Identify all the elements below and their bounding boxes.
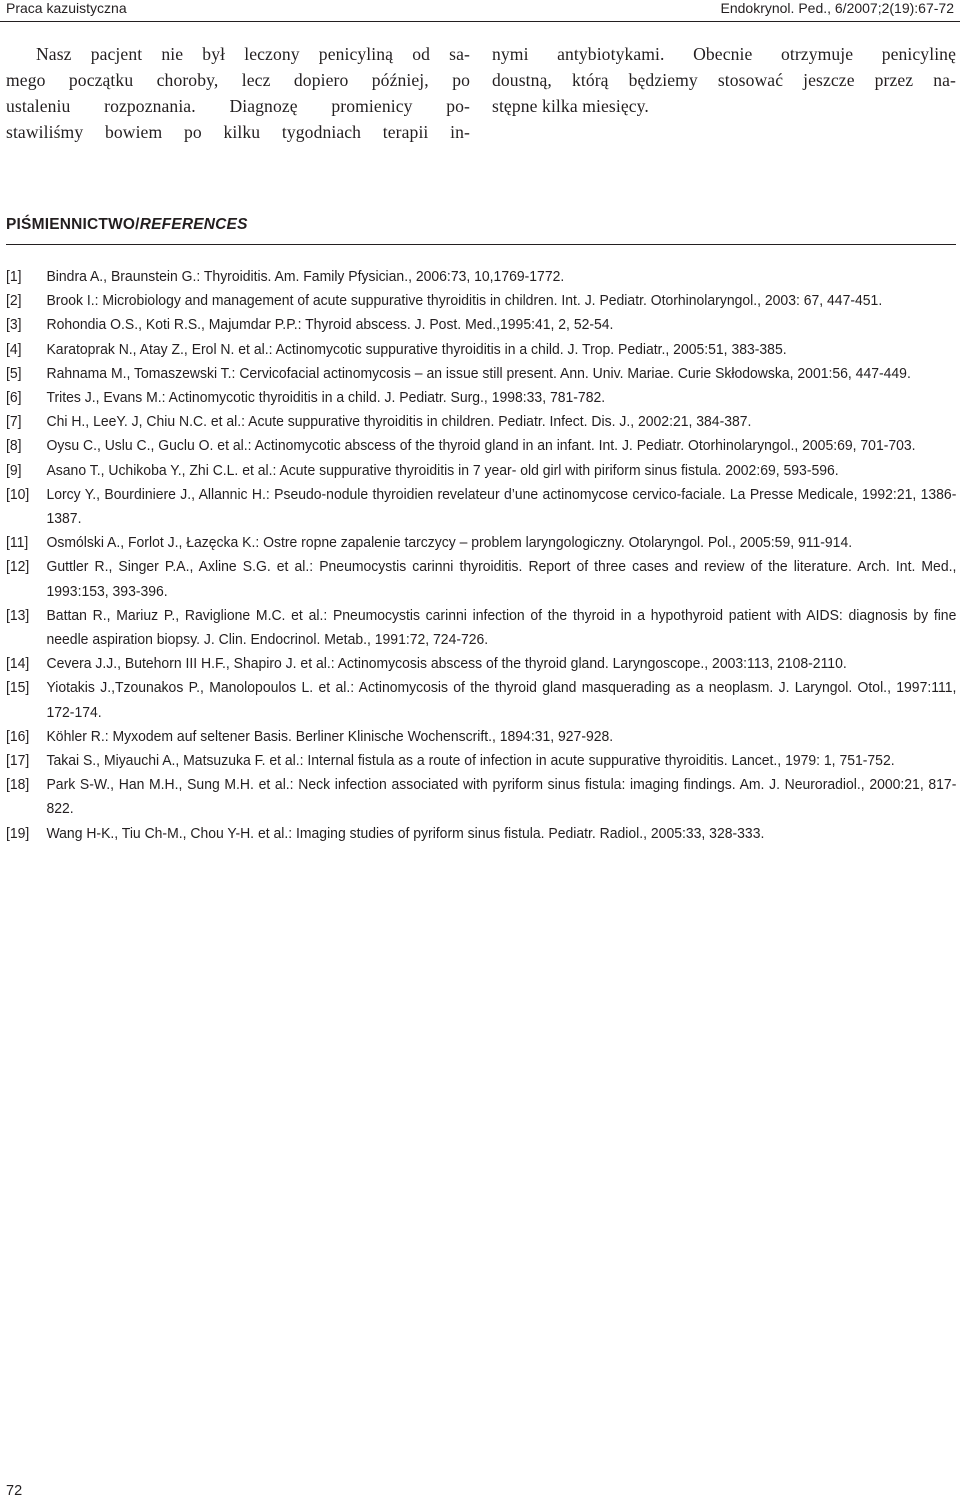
reference-text: Köhler R.: Myxodem auf seltener Basis. Berliner Klinische Wochenscrift., 1894:31, 927-928. bbox=[46, 727, 614, 745]
body-line: nymi antybiotykami. Obecnie otrzymuje penicylinę bbox=[492, 44, 956, 64]
reference-item bbox=[6, 652, 956, 676]
reference-number: [16] bbox=[6, 727, 30, 745]
reference-item bbox=[6, 289, 956, 313]
reference-text: Rohondia O.S., Koti R.S., Majumdar P.P.: Thyroid abscess. J. Post. Med.,1995:41, 2, 52-54. bbox=[46, 316, 614, 334]
reference-item bbox=[6, 265, 956, 289]
reference-text: Karatoprak N., Atay Z., Erol N. et al.: Actinomycotic suppurative thyroiditis in a child. J. Trop. Pediatr., 2005:51, 383-385. bbox=[46, 340, 787, 358]
reference-item bbox=[6, 483, 956, 531]
reference-number: [10] bbox=[6, 485, 30, 503]
reference-number: [7] bbox=[6, 413, 22, 431]
body-column-left bbox=[6, 41, 470, 145]
reference-item bbox=[6, 725, 956, 749]
reference-number: [2] bbox=[6, 292, 22, 310]
running-header bbox=[6, 0, 954, 22]
reference-text: Asano T., Uchikoba Y., Zhi C.L. et al.: Acute suppurative thyroiditis in 7 year- old girl with piriform sinus fistula. 2002:69, 593-596. bbox=[46, 461, 839, 479]
body-line: stawiliśmy bowiem po kilku tygodniach terapii in- bbox=[6, 122, 470, 142]
reference-number: [6] bbox=[6, 389, 22, 407]
reference-number: [5] bbox=[6, 364, 22, 382]
reference-item bbox=[6, 434, 956, 458]
reference-item bbox=[6, 410, 956, 434]
reference-text: Trites J., Evans M.: Actinomycotic thyroiditis in a child. J. Pediatr. Surg., 1998:33, 781-782. bbox=[46, 389, 606, 407]
reference-item bbox=[6, 676, 956, 724]
reference-item bbox=[6, 313, 956, 337]
reference-item bbox=[6, 604, 956, 652]
reference-item bbox=[6, 822, 956, 846]
reference-item bbox=[6, 386, 956, 410]
body-line: Nasz pacjent nie był leczony penicyliną od sa- bbox=[36, 44, 470, 64]
reference-item bbox=[6, 459, 956, 483]
reference-number: [15] bbox=[6, 679, 30, 697]
reference-number: [1] bbox=[6, 268, 22, 285]
reference-text: Guttler R., Singer P.A., Axline S.G. et al.: Pneumocystis carinni thyroiditis. Report of three cases and review of the literature. Arch. Int. Med., 1993:153, 393-396. bbox=[46, 558, 957, 600]
reference-number: [9] bbox=[6, 461, 22, 479]
reference-item bbox=[6, 338, 956, 362]
reference-text: Yiotakis J.,Tzounakos P., Manolopoulos L. et al.: Actinomycosis of the thyroid gland masquerading as a neoplasm. J. Laryngol. Otol., 1997:111, 172-174. bbox=[46, 679, 957, 721]
reference-item bbox=[6, 555, 956, 603]
reference-number: [3] bbox=[6, 316, 22, 334]
reference-number: [17] bbox=[6, 752, 30, 770]
reference-text: Battan R., Mariuz P., Raviglione M.C. et al.: Pneumocystis carinni infection of the thyroid in a hypothyroid patient with AIDS: diagnosis by fine needle aspiration biopsy. J. Clin. Endocrinol. Metab., 1991:72, 724-726. bbox=[46, 606, 957, 649]
references-heading-en: REFERENCES bbox=[139, 216, 248, 233]
reference-text: Osmólski A., Forlot J., Łazęcka K.: Ostre ropne zapalenie tarczycy – problem laryngologiczny. Otolaryngol. Pol., 2005:59, 911-914. bbox=[46, 534, 853, 552]
reference-text: Lorcy Y., Bourdiniere J., Allannic H.: Pseudo-nodule thyroidien revelateur d’une actinomycose cervico-faciale. La Presse Medicale, 1992:21, 1386-1387. bbox=[46, 485, 957, 528]
reference-item bbox=[6, 773, 956, 821]
references-divider bbox=[6, 244, 956, 245]
reference-number: [13] bbox=[6, 606, 30, 624]
reference-text: Chi H., LeeY. J, Chiu N.C. et al.: Acute suppurative thyroiditis in children. Pediatr. Infect. Dis. J., 2002:21, 384-387. bbox=[46, 413, 752, 431]
reference-number: [19] bbox=[6, 824, 30, 842]
reference-number: [18] bbox=[6, 776, 30, 794]
reference-text: Cevera J.J., Butehorn III H.F., Shapiro J. et al.: Actinomycosis abscess of the thyroid gland. Laryngoscope., 2003:113, 2108-2110. bbox=[46, 655, 847, 673]
reference-text: Takai S., Miyauchi A., Matsuzuka F. et al.: Internal fistula as a route of infection in acute suppurative thyroiditis. Lancet., 1979: 1, 751-752. bbox=[46, 752, 895, 770]
reference-item bbox=[6, 531, 956, 555]
reference-text: Wang H-K., Tiu Ch-M., Chou Y-H. et al.: Imaging studies of pyriform sinus fistula. Pediatr. Radiol., 2005:33, 328-333. bbox=[46, 824, 765, 842]
reference-number: [12] bbox=[6, 558, 30, 576]
reference-text: Park S-W., Han M.H., Sung M.H. et al.: Neck infection associated with pyriform sinus fistula: imaging findings. Am. J. Neuroradiol., 2000:21, 817-822. bbox=[46, 776, 957, 818]
reference-number: [14] bbox=[6, 655, 30, 673]
reference-text: Brook I.: Microbiology and management of acute suppurative thyroiditis in children. Int. J. Pediatr. Otorhinolaryngol., 2003: 67, 447-451. bbox=[46, 292, 883, 310]
references-heading-pl: PIŚMIENNICTWO/ bbox=[6, 216, 140, 233]
references-list bbox=[6, 265, 956, 846]
reference-item bbox=[6, 749, 956, 773]
reference-text: Oysu C., Uslu C., Guclu O. et al.: Actinomycotic abscess of the thyroid gland in an infant. Int. J. Pediatr. Otorhinolaryngol., 2005:69, 701-703. bbox=[46, 437, 916, 455]
references-heading bbox=[6, 216, 248, 234]
reference-number: [4] bbox=[6, 340, 22, 358]
article-type-label: Praca kazuistyczna bbox=[6, 0, 127, 16]
reference-text: Bindra A., Braunstein G.: Thyroiditis. Am. Family Pfysician., 2006:73, 10,1769-1772. bbox=[46, 268, 565, 285]
body-column-right bbox=[492, 41, 956, 119]
reference-number: [11] bbox=[6, 534, 29, 552]
body-line: mego początku choroby, lecz dopiero później, po bbox=[6, 70, 470, 90]
body-line: doustną, którą będziemy stosować jeszcze przez na- bbox=[492, 70, 956, 90]
body-line: ustaleniu rozpoznania. Diagnozę promienicy po- bbox=[6, 96, 470, 116]
body-line: stępne kilka miesięcy. bbox=[492, 96, 649, 116]
reference-text: Rahnama M., Tomaszewski T.: Cervicofacial actinomycosis – an issue still present. Ann. Univ. Mariae. Curie Skłodowska, 2001:56, 447-449. bbox=[46, 364, 911, 382]
reference-number: [8] bbox=[6, 437, 22, 455]
journal-citation: Endokrynol. Ped., 6/2007;2(19):67-72 bbox=[720, 0, 954, 16]
header-divider bbox=[0, 21, 960, 22]
reference-item bbox=[6, 362, 956, 386]
page-number: 72 bbox=[6, 1483, 23, 1499]
